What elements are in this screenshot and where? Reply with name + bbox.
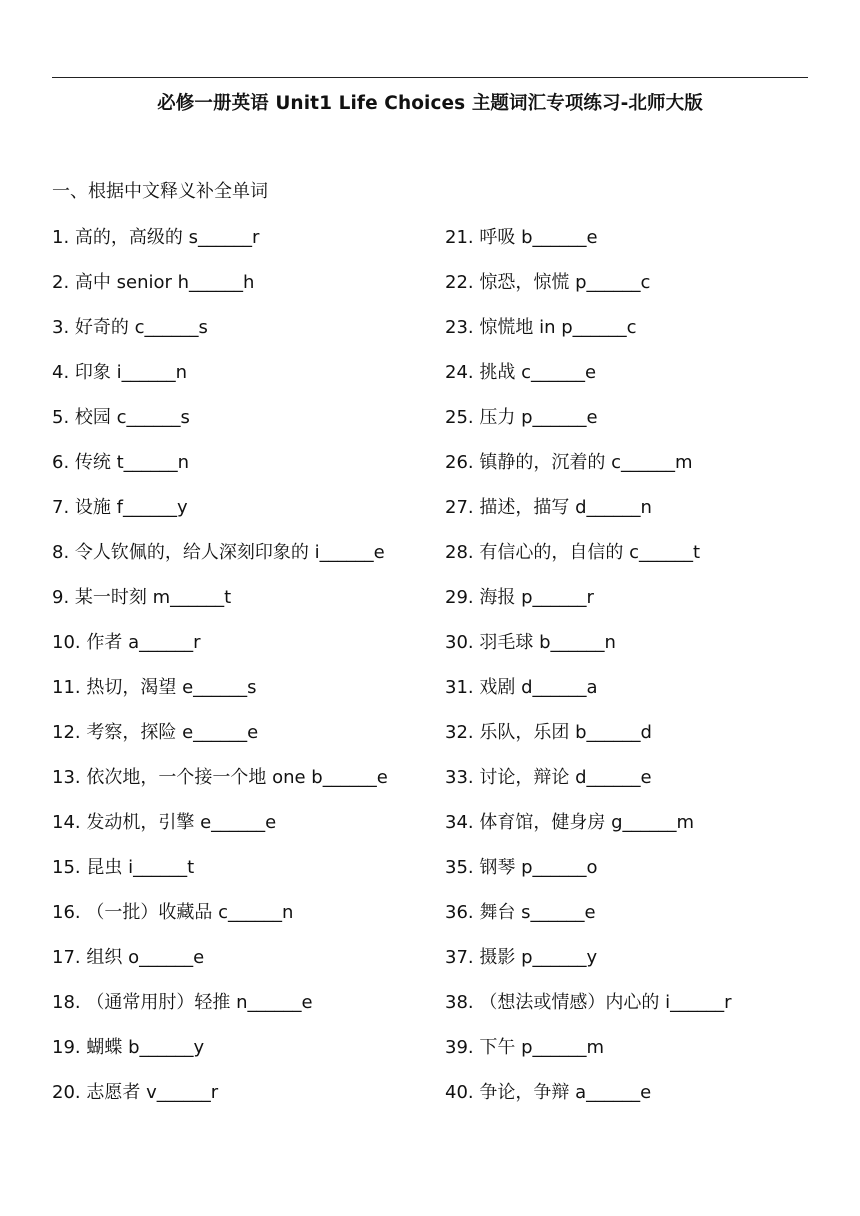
exercise-text: 35. 钢琴 p______o: [445, 857, 598, 878]
exercise-text: 36. 舞台 s______e: [445, 902, 596, 923]
exercise-text: 29. 海报 p______r: [445, 587, 594, 608]
exercise-text: 7. 设施 f______y: [52, 497, 188, 518]
exercise-item: [52, 539, 432, 584]
exercise-item: [52, 764, 432, 809]
left-column: [52, 224, 432, 1124]
exercise-item: [445, 404, 840, 449]
exercise-text: 21. 呼吸 b______e: [445, 227, 598, 248]
exercise-text: 24. 挑战 c______e: [445, 362, 597, 383]
exercise-item: [52, 944, 432, 989]
exercise-text: 12. 考察，探险 e______e: [52, 722, 259, 743]
exercise-text: 31. 戏剧 d______a: [445, 677, 598, 698]
exercise-item: [445, 584, 840, 629]
exercise-text: 2. 高中 senior h______h: [52, 272, 255, 293]
exercise-item: [445, 1034, 840, 1079]
exercise-item: [445, 674, 840, 719]
exercise-item: [52, 719, 432, 764]
exercise-item: [52, 809, 432, 854]
exercise-text: 20. 志愿者 v______r: [52, 1082, 219, 1103]
exercise-item: [52, 1079, 432, 1124]
exercise-item: [52, 584, 432, 629]
document-title: 必修一册英语 Unit1 Life Choices 主题词汇专项练习-北师大版: [157, 93, 703, 114]
exercise-item: [52, 1034, 432, 1079]
exercise-item: [52, 359, 432, 404]
exercise-text: 17. 组织 o______e: [52, 947, 205, 968]
exercise-item: [52, 224, 432, 269]
exercise-text: 13. 依次地，一个接一个地 one b______e: [52, 767, 388, 788]
exercise-text: 27. 描述，描写 d______n: [445, 497, 652, 518]
exercise-item: [52, 314, 432, 359]
exercise-text: 37. 摄影 p______y: [445, 947, 598, 968]
exercise-item: [52, 674, 432, 719]
exercise-text: 39. 下午 p______m: [445, 1037, 605, 1058]
exercise-text: 9. 某一时刻 m______t: [52, 587, 232, 608]
exercise-item: [52, 449, 432, 494]
exercise-text: 32. 乐队，乐团 b______d: [445, 722, 652, 743]
exercise-item: [52, 629, 432, 674]
exercise-text: 19. 蝴蝶 b______y: [52, 1037, 205, 1058]
exercise-item: [52, 989, 432, 1034]
section-heading: 一、根据中文释义补全单词: [52, 181, 268, 202]
exercise-item: [445, 224, 840, 269]
exercise-text: 16. （一批）收藏品 c______n: [52, 902, 294, 923]
exercise-item: [445, 449, 840, 494]
exercise-text: 3. 好奇的 c______s: [52, 317, 208, 338]
exercise-item: [445, 494, 840, 539]
exercise-text: 28. 有信心的，自信的 c______t: [445, 542, 701, 563]
exercise-text: 15. 昆虫 i______t: [52, 857, 195, 878]
exercise-text: 5. 校园 c______s: [52, 407, 190, 428]
exercise-item: [445, 764, 840, 809]
exercise-item: [52, 404, 432, 449]
exercise-text: 22. 惊恐，惊慌 p______c: [445, 272, 651, 293]
exercise-item: [445, 629, 840, 674]
exercise-text: 38. （想法或情感）内心的 i______r: [445, 992, 732, 1013]
exercise-text: 18. （通常用肘）轻推 n______e: [52, 992, 313, 1013]
exercise-text: 26. 镇静的，沉着的 c______m: [445, 452, 693, 473]
exercise-item: [445, 944, 840, 989]
exercise-item: [445, 359, 840, 404]
exercise-text: 40. 争论，争辩 a______e: [445, 1082, 652, 1103]
exercise-text: 8. 令人钦佩的，给人深刻印象的 i______e: [52, 542, 385, 563]
right-column: [445, 224, 840, 1124]
exercise-text: 14. 发动机，引擎 e______e: [52, 812, 277, 833]
exercise-item: [52, 269, 432, 314]
exercise-text: 23. 惊慌地 in p______c: [445, 317, 637, 338]
exercise-text: 4. 印象 i______n: [52, 362, 188, 383]
exercise-item: [445, 719, 840, 764]
exercise-text: 34. 体育馆，健身房 g______m: [445, 812, 695, 833]
exercise-text: 33. 讨论，辩论 d______e: [445, 767, 652, 788]
exercise-item: [445, 899, 840, 944]
exercise-item: [445, 989, 840, 1034]
exercise-item: [445, 539, 840, 584]
exercise-text: 10. 作者 a______r: [52, 632, 201, 653]
exercise-text: 30. 羽毛球 b______n: [445, 632, 616, 653]
exercise-item: [445, 269, 840, 314]
exercise-text: 11. 热切，渴望 e______s: [52, 677, 257, 698]
exercise-text: 6. 传统 t______n: [52, 452, 190, 473]
exercise-item: [445, 1079, 840, 1124]
exercise-item: [52, 899, 432, 944]
exercise-item: [445, 809, 840, 854]
exercise-item: [52, 494, 432, 539]
exercise-text: 1. 高的，高级的 s______r: [52, 227, 260, 248]
exercise-item: [445, 854, 840, 899]
exercise-item: [445, 314, 840, 359]
exercise-columns: [0, 224, 860, 1124]
exercise-item: [52, 854, 432, 899]
header-rule: [52, 77, 808, 78]
exercise-text: 25. 压力 p______e: [445, 407, 598, 428]
